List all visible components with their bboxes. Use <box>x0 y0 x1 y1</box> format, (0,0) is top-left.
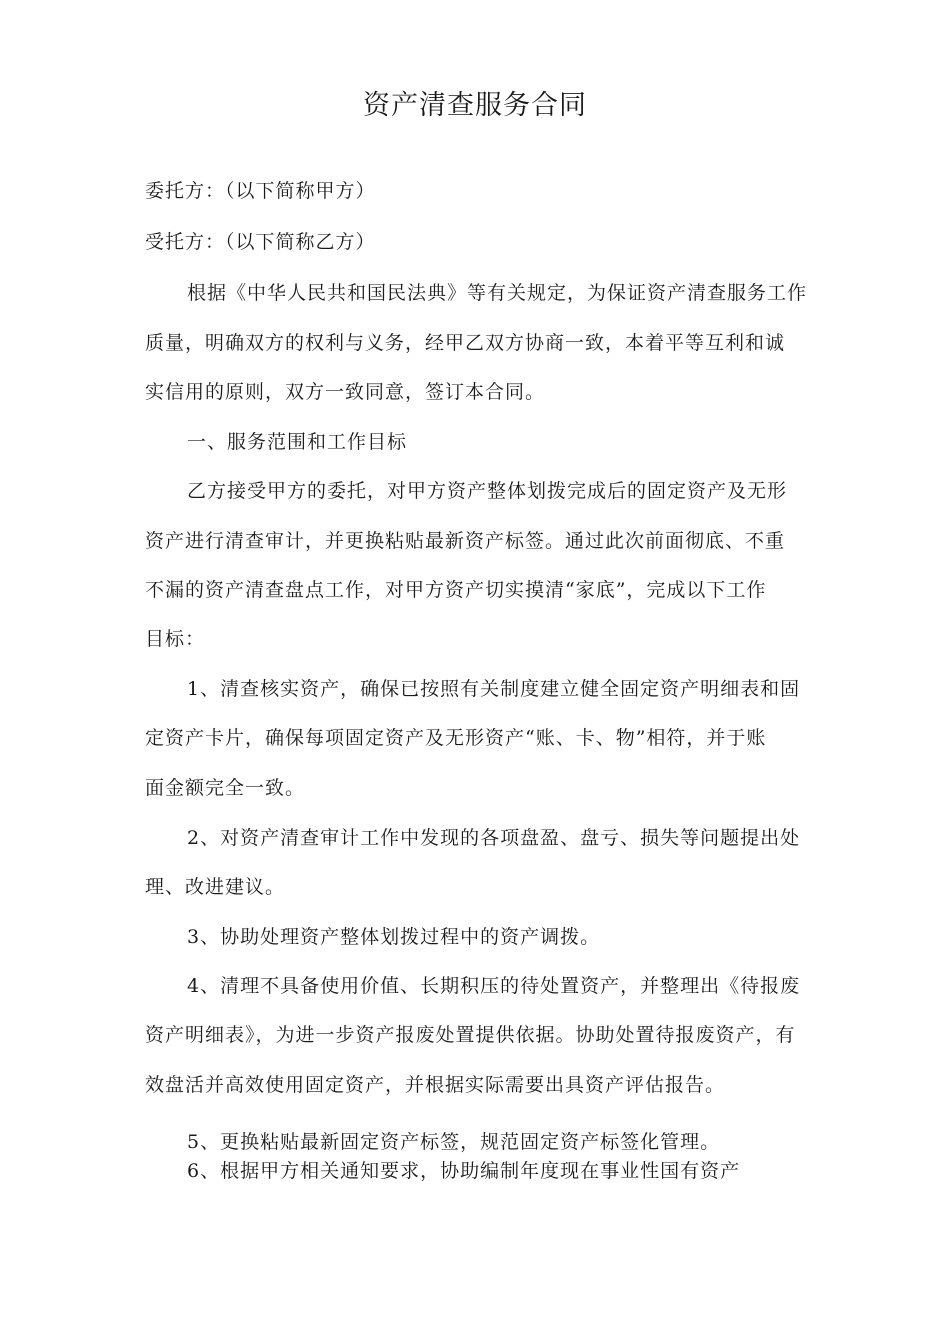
paragraph-line: 乙方接受甲方的委托，对甲方资产整体划拨完成后的固定资产及无形 <box>187 480 788 502</box>
document-title: 资产清查服务合同 <box>363 90 587 121</box>
list-item-line: 1、清查核实资产，确保已按照有关制度建立健全固定资产明细表和固 <box>187 678 801 700</box>
list-item-line: 效盘活并高效使用固定资产，并根据实际需要出具资产评估报告。 <box>145 1074 726 1096</box>
paragraph-line: 目标： <box>145 628 206 650</box>
paragraph-line: 资产进行清查审计，并更换粘贴最新资产标签。通过此次前面彻底、不重 <box>145 530 786 552</box>
paragraph-line: 质量，明确双方的权利与义务，经甲乙双方协商一致，本着平等互利和诚 <box>145 332 786 354</box>
party-a-line: 委托方：（以下简称甲方） <box>145 180 376 202</box>
list-item-line: 理、改进建议。 <box>145 876 286 898</box>
list-item-line: 2、对资产清查审计工作中发现的各项盘盈、盘亏、损失等问题提出处 <box>187 827 801 849</box>
list-item-line: 定资产卡片，确保每项固定资产及无形资产“账、卡、物”相符，并于账 <box>145 727 767 749</box>
list-item-line: 4、清理不具备使用价值、长期积压的待处置资产，并整理出《待报废 <box>187 975 801 997</box>
paragraph-line: 不漏的资产清查盘点工作，对甲方资产切实摸清“家底”，完成以下工作 <box>145 579 767 601</box>
section-heading: 一、服务范围和工作目标 <box>187 431 408 453</box>
paragraph-line: 根据《中华人民共和国民法典》等有关规定，为保证资产清查服务工作 <box>187 282 808 304</box>
list-item-line: 面金额完全一致。 <box>145 777 306 799</box>
list-item-line: 资产明细表》，为进一步资产报废处置提供依据。协助处置待报废资产，有 <box>145 1024 796 1046</box>
list-item-line: 5、更换粘贴最新固定资产标签，规范固定资产标签化管理。 <box>187 1131 721 1153</box>
list-item-line: 3、协助处理资产整体划拨过程中的资产调拨。 <box>187 926 601 948</box>
list-item-line: 6、根据甲方相关通知要求，协助编制年度现在事业性国有资产 <box>187 1160 741 1182</box>
party-b-line: 受托方：（以下简称乙方） <box>145 231 376 253</box>
paragraph-line: 实信用的原则，双方一致同意，签订本合同。 <box>145 381 546 403</box>
